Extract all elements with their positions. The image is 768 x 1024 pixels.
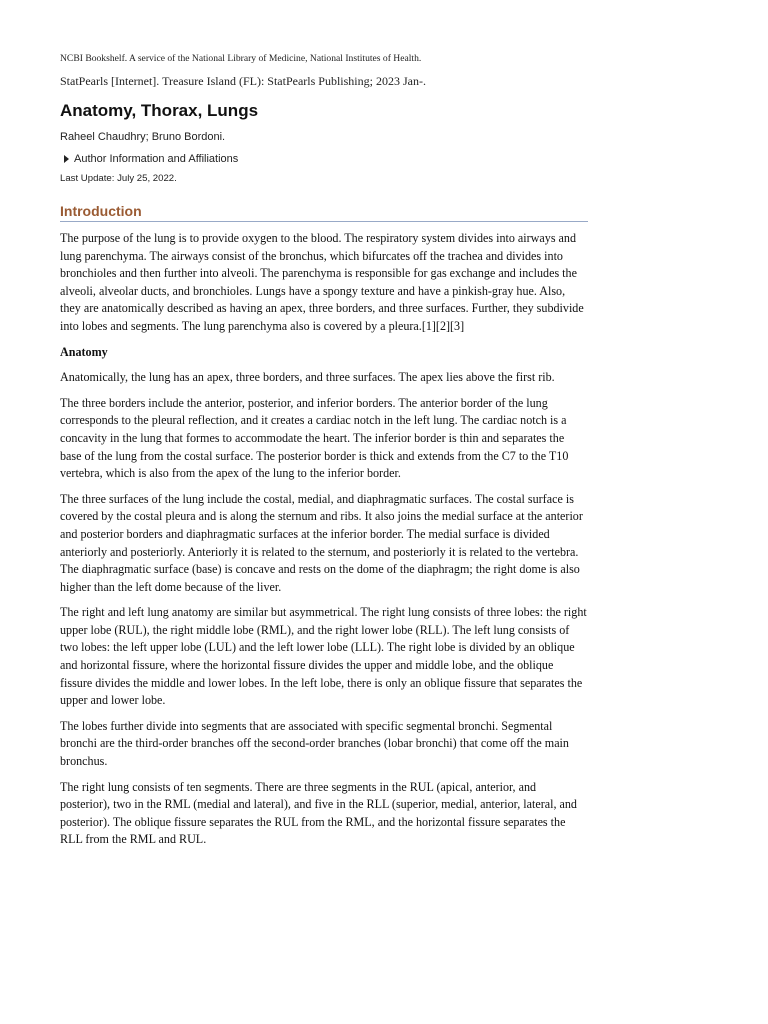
section-heading-introduction: Introduction: [60, 202, 588, 222]
page-title: Anatomy, Thorax, Lungs: [60, 101, 259, 120]
article-page: [60, 52, 588, 857]
paragraph: Anatomically, the lung has an apex, three borders, and three surfaces. The apex lies above the first rib.: [60, 370, 555, 385]
paragraph: The three surfaces of the lung include the costal, medial, and diaphragmatic surfaces. The costal surface is covered by the costal pleura and is along the sternum and ribs. It also joins the medial surface at the anterior and posterior borders and diaphragmatic surfaces at the inferior border. The medial surface is divided anteriorly and posteriorly. Anteriorly it is related to the sternum, and posteriorly it is related to the vertebra. The diaphragmatic surface (base) is concave and rests on the dome of the diaphragm; the right dome is also higher than the left dome because of the liver.: [60, 491, 583, 594]
last-update: Last Update: July 25, 2022.: [60, 173, 177, 184]
author-affiliations-toggle[interactable]: [64, 151, 588, 167]
author-list: Raheel Chaudhry; Bruno Bordoni.: [60, 131, 226, 143]
disclosure-triangle-icon: [64, 155, 69, 163]
paragraph: The right and left lung anatomy are similar but asymmetrical. The right lung consists of three lobes: the right upper lobe (RUL), the right middle lobe (RML), and the right lower lobe (RLL). The left lung consists of two lobes: the left upper lobe (LUL) and the left lower lobe (LLL). The right lobe is divided by an oblique and horizontal fissure, where the horizontal fissure divides the upper and middle lobe, and the oblique fissure divides the middle and lower lobes. In the left lobe, there is only an oblique fissure that separates the upper and lower lobe.: [60, 605, 587, 708]
author-affiliations-label: Author Information and Affiliations: [74, 153, 239, 165]
paragraph: The three borders include the anterior, posterior, and inferior borders. The anterior border of the lung corresponds to the pleural reflection, and it creates a cardiac notch in the left lung. The cardiac notch is a concavity in the lung that formes to accommodate the heart. The inferior border is thin and separates the base of the lung from the costal surface. The posterior border is thick and extends from the C7 to the T10 vertebra, which is also from the apex of the lung to the inferior border.: [60, 395, 569, 481]
paragraph: The lobes further divide into segments that are associated with specific segmental bronchi. Segmental bronchi are the third-order branches off the second-order branches (lobar bronchi) that come off the main bronchus.: [60, 718, 569, 769]
ncbi-notice: NCBI Bookshelf. A service of the National Library of Medicine, National Institutes of Health.: [60, 53, 422, 64]
paragraph: The purpose of the lung is to provide oxygen to the blood. The respiratory system divides into airways and lung parenchyma. The airways consist of the bronchus, which bifurcates off the trachea and divides into bronchioles and then further into alveoli. The parenchyma is responsible for gas exchange and includes the alveoli, alveolar ducts, and bronchioles. Lungs have a spongy texture and have a pinkish-gray hue. Also, they are anatomically described as having an apex, three borders, and three surfaces. Further, they subdivide into lobes and segments. The lung parenchyma also is covered by a pleura.[1][2][3]: [60, 231, 584, 333]
book-citation: StatPearls [Internet]. Treasure Island (FL): StatPearls Publishing; 2023 Jan-.: [60, 74, 426, 88]
subheading-anatomy: Anatomy: [60, 344, 108, 359]
paragraph: The right lung consists of ten segments. There are three segments in the RUL (apical, anterior, and posterior), two in the RML (medial and lateral), and five in the RLL (superior, medial, anterior, lateral, and posterior). The oblique fissure separates the RUL from the RML, and the horizontal fissure separates the RLL from the RML and RUL.: [60, 779, 577, 847]
